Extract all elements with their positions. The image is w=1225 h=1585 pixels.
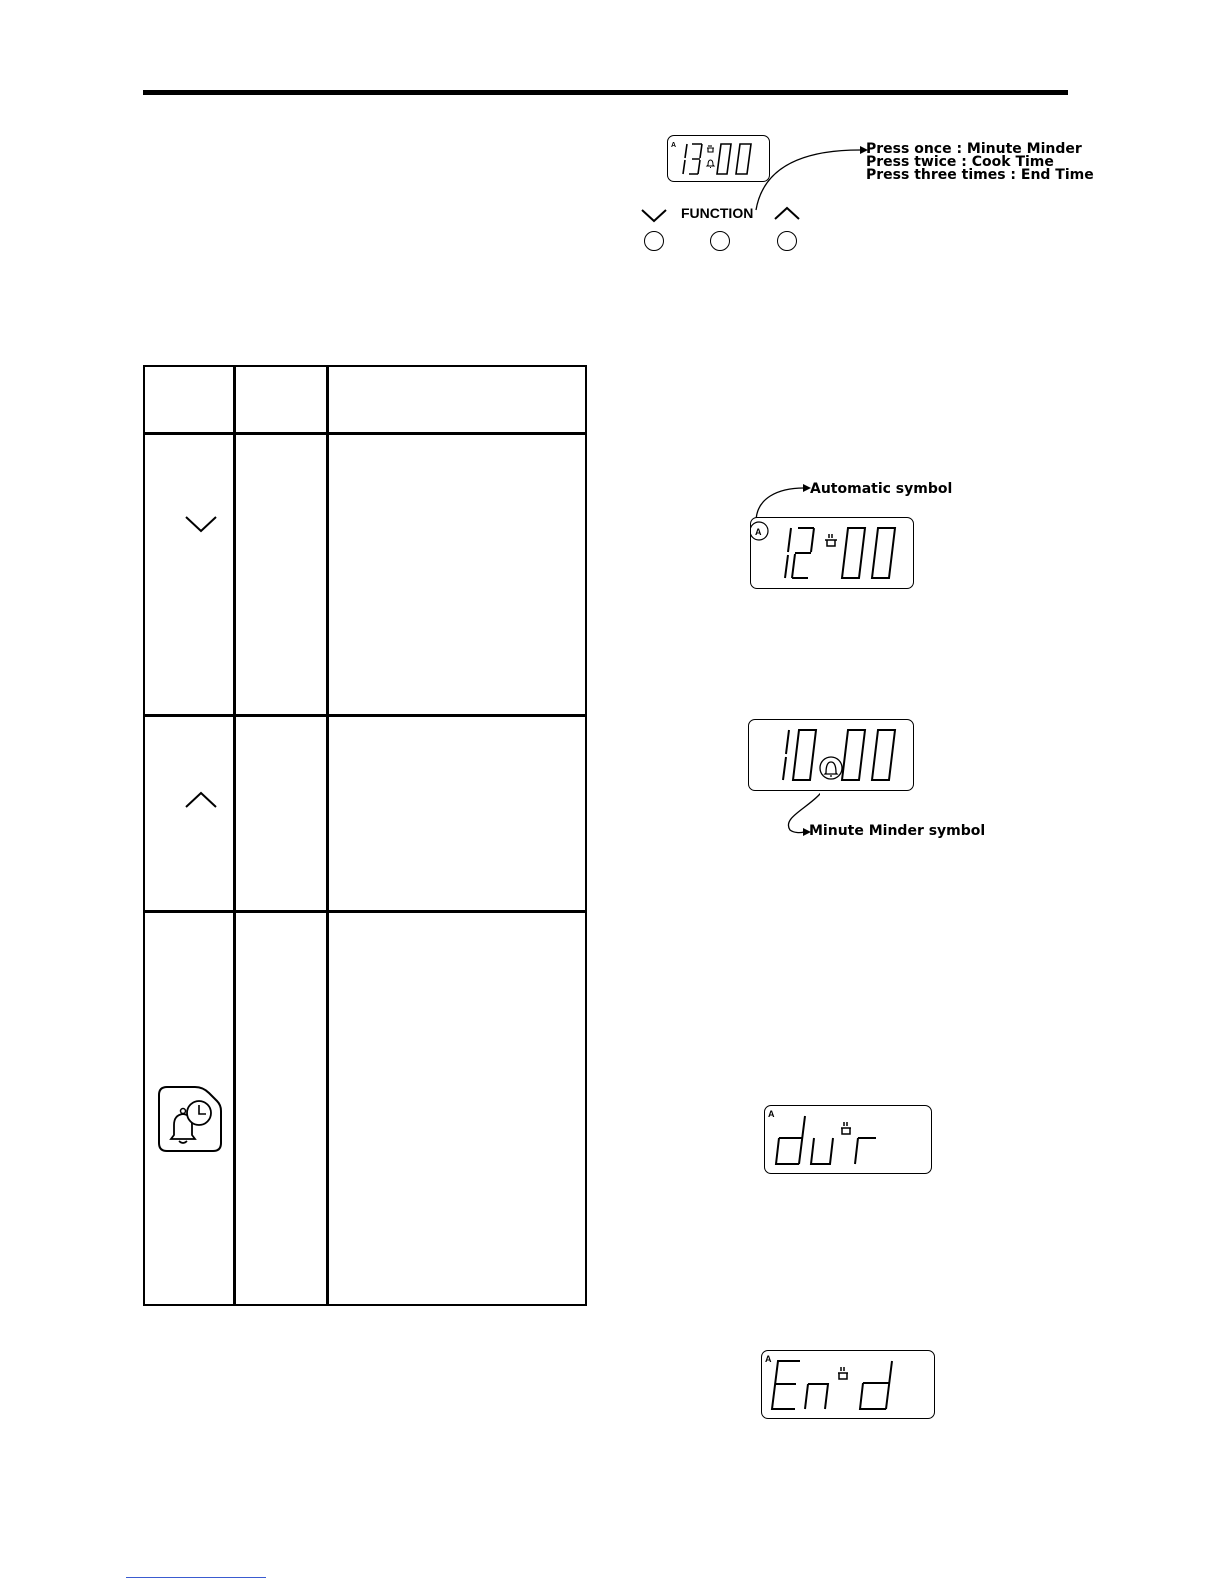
chevron-up-icon (773, 205, 801, 221)
end-display (761, 1350, 935, 1419)
display-indicator: A (765, 1354, 772, 1364)
bell-clock-icon (155, 1083, 225, 1155)
header-rule (143, 90, 1068, 95)
table-divider (326, 365, 329, 1306)
minus-button[interactable] (644, 231, 664, 251)
table-divider (143, 432, 587, 435)
footer-link-rule (126, 1577, 266, 1578)
table-divider (233, 365, 236, 1306)
plus-button[interactable] (777, 231, 797, 251)
minute-minder-symbol-label: Minute Minder symbol (809, 823, 986, 839)
automatic-display (750, 517, 914, 589)
table-divider (143, 714, 587, 717)
function-label: FUNCTION (681, 205, 754, 221)
callout-line: Press once : Minute Minder (866, 141, 1082, 157)
function-button[interactable] (710, 231, 730, 251)
duration-display (764, 1105, 932, 1174)
display-indicator: A (755, 527, 762, 537)
function-callout (866, 143, 1094, 182)
callout-line: Press three times : End Time (866, 167, 1094, 183)
display-indicator: A (768, 1109, 775, 1119)
automatic-symbol-label: Automatic symbol (810, 481, 953, 497)
callout-line: Press twice : Cook Time (866, 154, 1054, 170)
callout-arrow (750, 140, 870, 215)
chevron-down-icon (184, 514, 218, 534)
buttons-table (143, 365, 587, 1306)
chevron-down-icon (640, 207, 668, 223)
table-divider (143, 910, 587, 913)
display-indicator: A (671, 142, 677, 149)
chevron-up-icon (184, 790, 218, 810)
